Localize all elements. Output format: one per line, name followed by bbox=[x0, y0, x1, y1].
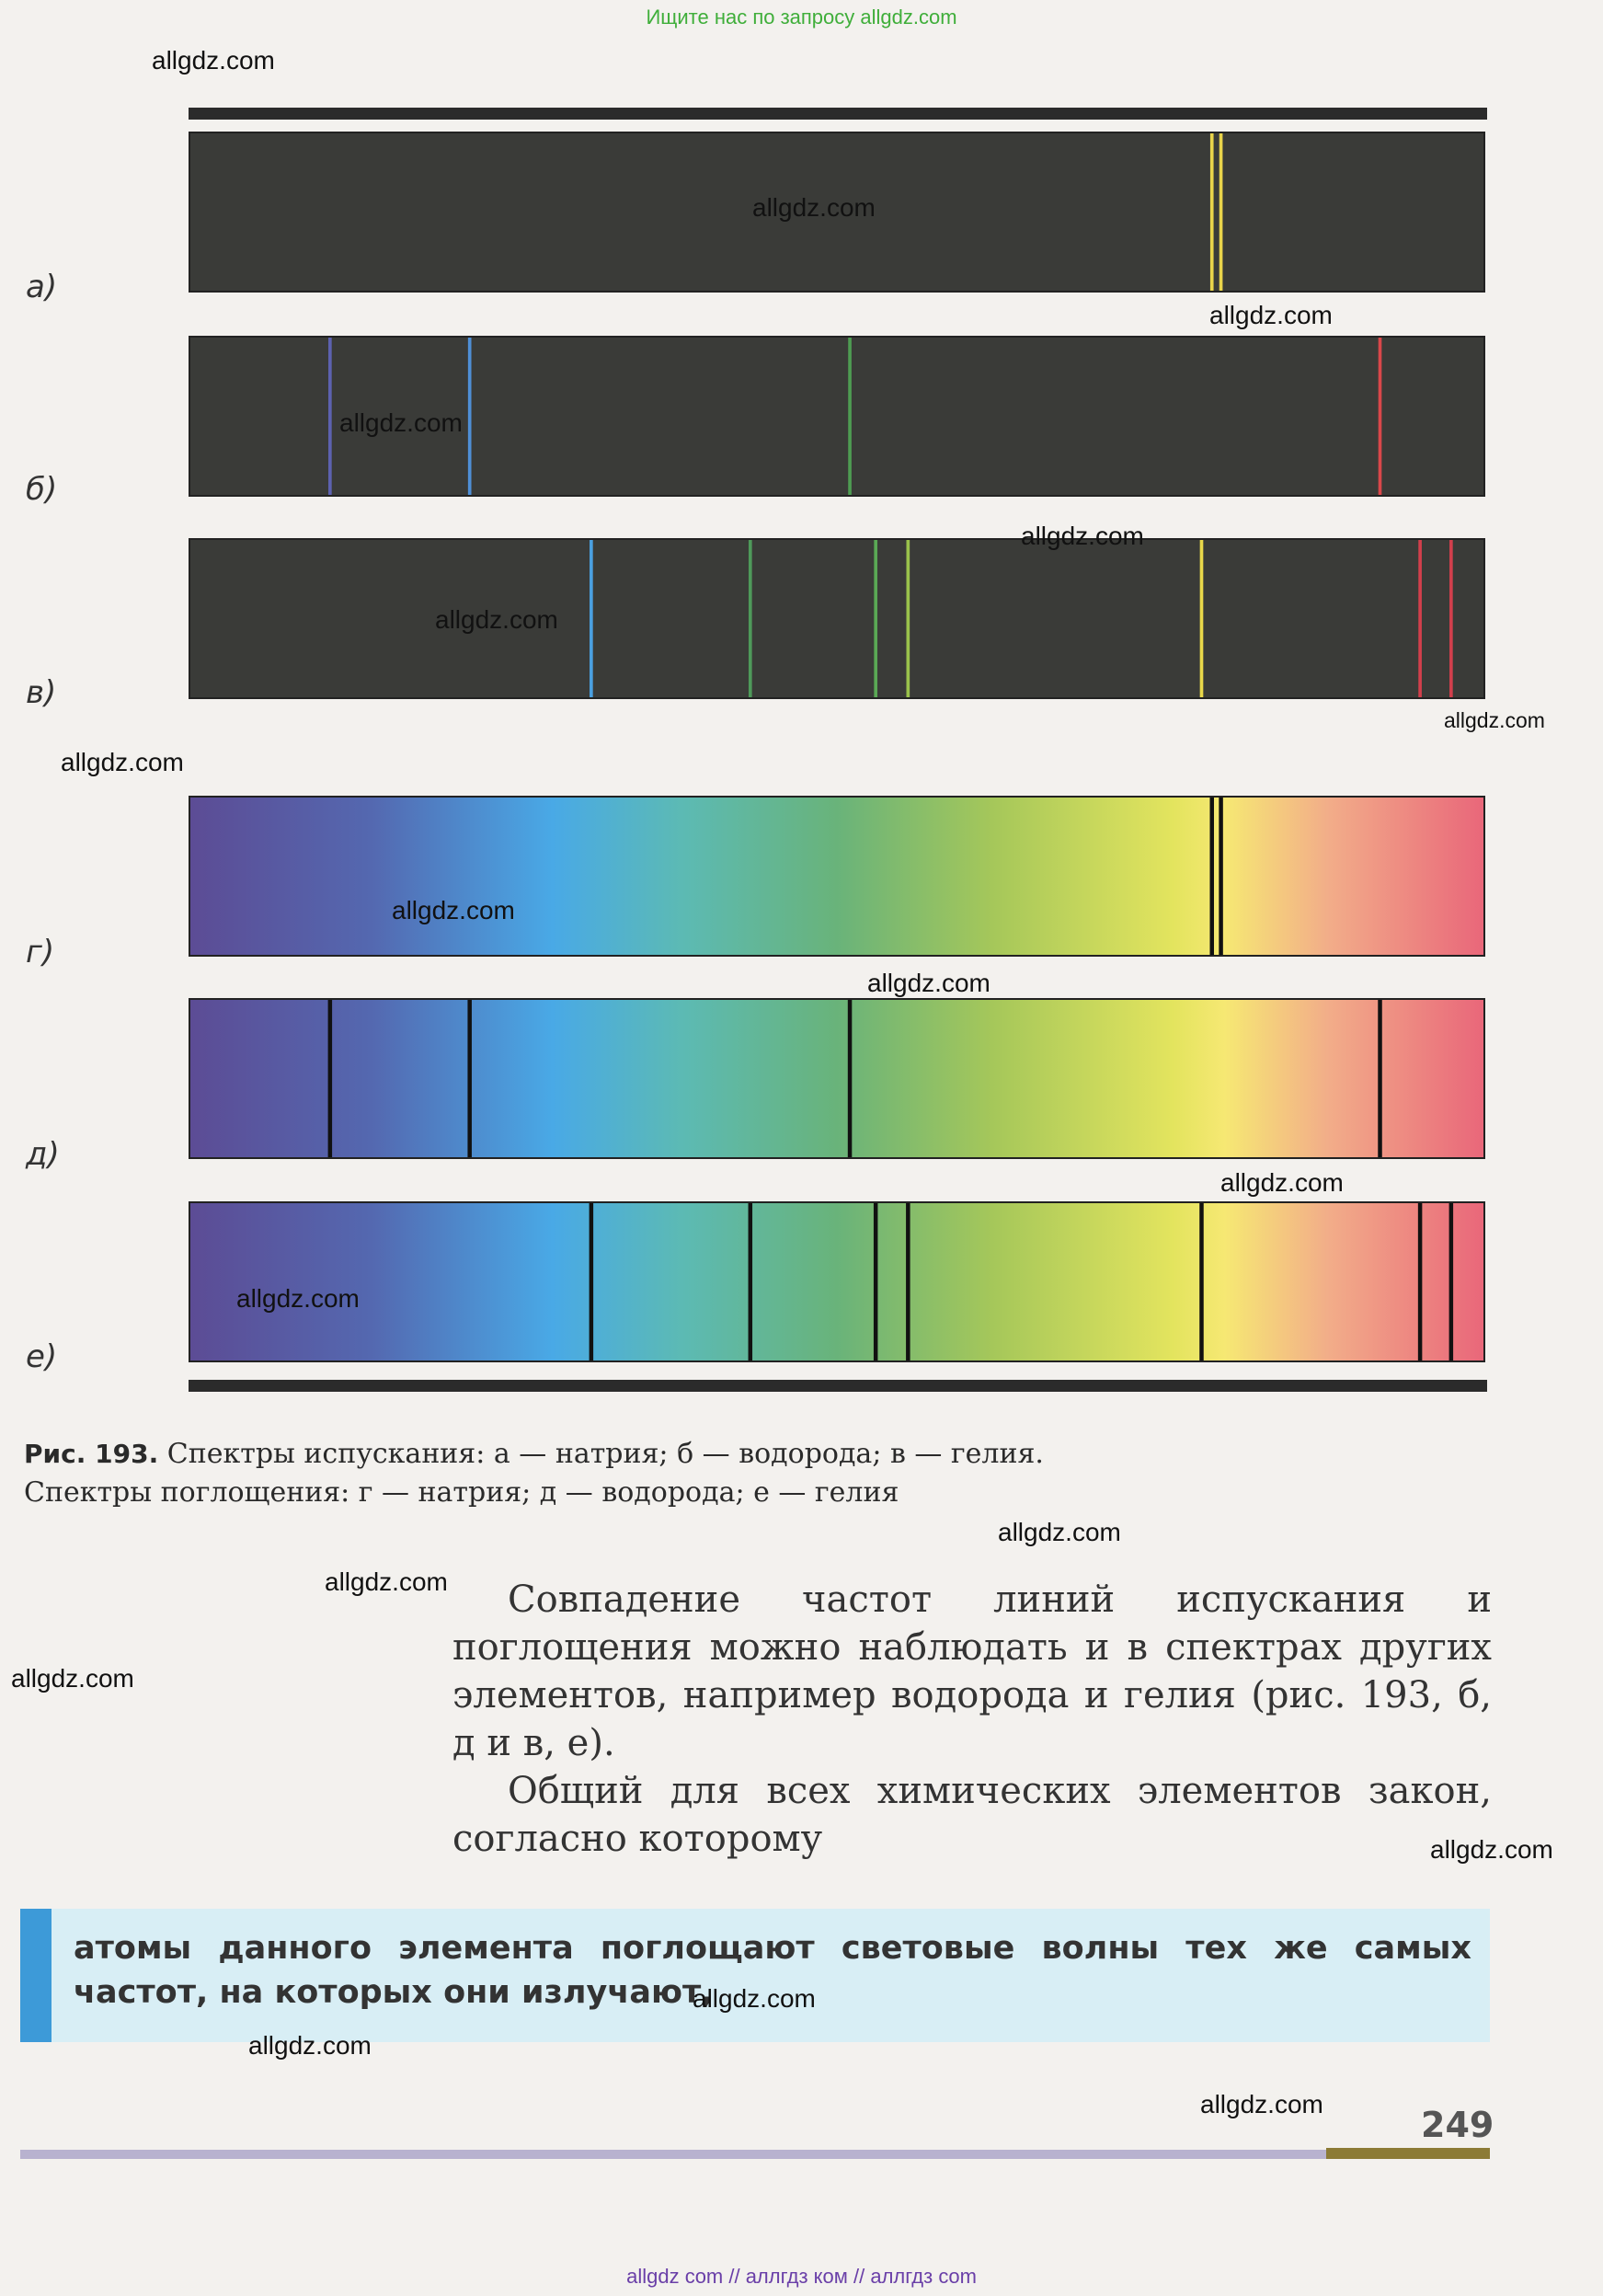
spectral-line bbox=[1449, 540, 1453, 697]
watermark[interactable]: allgdz.com bbox=[339, 408, 463, 437]
watermark[interactable]: allgdz.com bbox=[1200, 2090, 1323, 2118]
spectral-line bbox=[749, 1203, 752, 1360]
spectrum-label-d: д) bbox=[26, 1136, 60, 1173]
spectral-line bbox=[874, 540, 877, 697]
spectral-line bbox=[1449, 1203, 1453, 1360]
watermark[interactable]: allgdz.com bbox=[1021, 522, 1144, 550]
figure-top-rule bbox=[189, 108, 1487, 120]
rule-callout-accent bbox=[20, 1909, 52, 2042]
watermark[interactable]: allgdz.com bbox=[998, 1518, 1121, 1546]
spectrum-label-e: е) bbox=[26, 1338, 58, 1375]
spectral-line bbox=[590, 1203, 593, 1360]
paragraph-2: Общий для всех химических элементов закон, согласно которому bbox=[452, 1770, 1492, 1860]
rule-callout-text: атомы данного элемента поглощают световые волны тех же самых частот, на которых они излучают, bbox=[74, 1930, 1471, 2011]
spectral-line bbox=[1209, 798, 1213, 955]
watermark[interactable]: allgdz.com bbox=[752, 193, 876, 222]
spectrum-label-b: б) bbox=[26, 471, 58, 508]
spectral-line bbox=[1379, 338, 1382, 495]
spectral-line bbox=[1378, 1000, 1381, 1157]
spectral-line bbox=[848, 338, 852, 495]
spectral-line bbox=[1418, 1203, 1422, 1360]
spectrum-lines bbox=[190, 1203, 1483, 1360]
watermark[interactable]: allgdz.com bbox=[1209, 301, 1333, 329]
footer-rule bbox=[20, 2150, 1326, 2159]
caption-line-1-text: Спектры испускания: а — натрия; б — водорода; в — гелия. bbox=[166, 1438, 1044, 1470]
watermark[interactable]: allgdz.com bbox=[392, 896, 515, 924]
spectrum-lines bbox=[190, 1000, 1483, 1157]
watermark[interactable]: allgdz.com bbox=[1220, 1168, 1344, 1197]
spectrum-lines bbox=[190, 798, 1483, 955]
paragraph-1: Совпадение частот линий испускания и поглощения можно наблюдать и в спектрах других элементов, например водорода и гелия (рис. 193, б, д и в, е). bbox=[452, 1578, 1492, 1764]
figure-caption bbox=[24, 1435, 1495, 1512]
watermark[interactable]: allgdz.com bbox=[236, 1284, 360, 1313]
spectral-line bbox=[590, 540, 593, 697]
watermark[interactable]: allgdz.com bbox=[693, 1984, 816, 2013]
watermark[interactable]: allgdz.com bbox=[1430, 1835, 1553, 1864]
spectrum-label-g: г) bbox=[26, 934, 55, 970]
watermark[interactable]: allgdz.com bbox=[61, 748, 184, 776]
spectral-line bbox=[468, 338, 472, 495]
figure-bottom-rule bbox=[189, 1380, 1487, 1392]
spectrum-absorption-sodium bbox=[189, 796, 1485, 957]
spectral-line bbox=[328, 1000, 332, 1157]
caption-line-1 bbox=[24, 1435, 1495, 1474]
spectral-line bbox=[907, 540, 910, 697]
spectral-line bbox=[874, 1203, 877, 1360]
watermark[interactable]: allgdz.com bbox=[435, 605, 558, 634]
spectrum-label-a: а) bbox=[26, 269, 58, 305]
spectral-line bbox=[1418, 540, 1422, 697]
spectral-line bbox=[1200, 540, 1204, 697]
spectral-line bbox=[749, 540, 752, 697]
watermark[interactable]: allgdz.com bbox=[11, 1664, 134, 1693]
watermark[interactable]: allgdz.com bbox=[867, 969, 990, 997]
spectral-line bbox=[1219, 798, 1222, 955]
spectrum-absorption-hydrogen bbox=[189, 998, 1485, 1159]
spectral-line bbox=[1210, 133, 1214, 291]
spectral-line bbox=[848, 1000, 852, 1157]
watermark[interactable]: allgdz.com bbox=[325, 1567, 448, 1596]
bottom-banner[interactable]: allgdz com // аллгдз ком // аллгдз com bbox=[626, 2265, 977, 2288]
spectral-line bbox=[1199, 1203, 1203, 1360]
spectrum-lines bbox=[190, 540, 1483, 697]
spectrum-emission-helium bbox=[189, 538, 1485, 699]
footer-rule-accent bbox=[1326, 2148, 1490, 2159]
spectrum-absorption-helium bbox=[189, 1201, 1485, 1362]
spectral-line bbox=[906, 1203, 910, 1360]
watermark[interactable]: allgdz.com bbox=[152, 46, 275, 75]
page-number: 249 bbox=[1421, 2105, 1494, 2145]
spectral-line bbox=[467, 1000, 471, 1157]
spectral-line bbox=[1219, 133, 1223, 291]
watermark[interactable]: allgdz.com bbox=[248, 2031, 372, 2060]
spectrum-label-v: в) bbox=[26, 674, 57, 711]
watermark[interactable]: allgdz.com bbox=[1444, 708, 1545, 732]
caption-line-2: Спектры поглощения: г — натрия; д — водорода; е — гелия bbox=[24, 1476, 899, 1509]
top-banner[interactable]: Ищите нас по запросу allgdz.com bbox=[646, 6, 957, 29]
caption-label: Рис. 193. bbox=[24, 1439, 159, 1469]
spectral-line bbox=[328, 338, 332, 495]
